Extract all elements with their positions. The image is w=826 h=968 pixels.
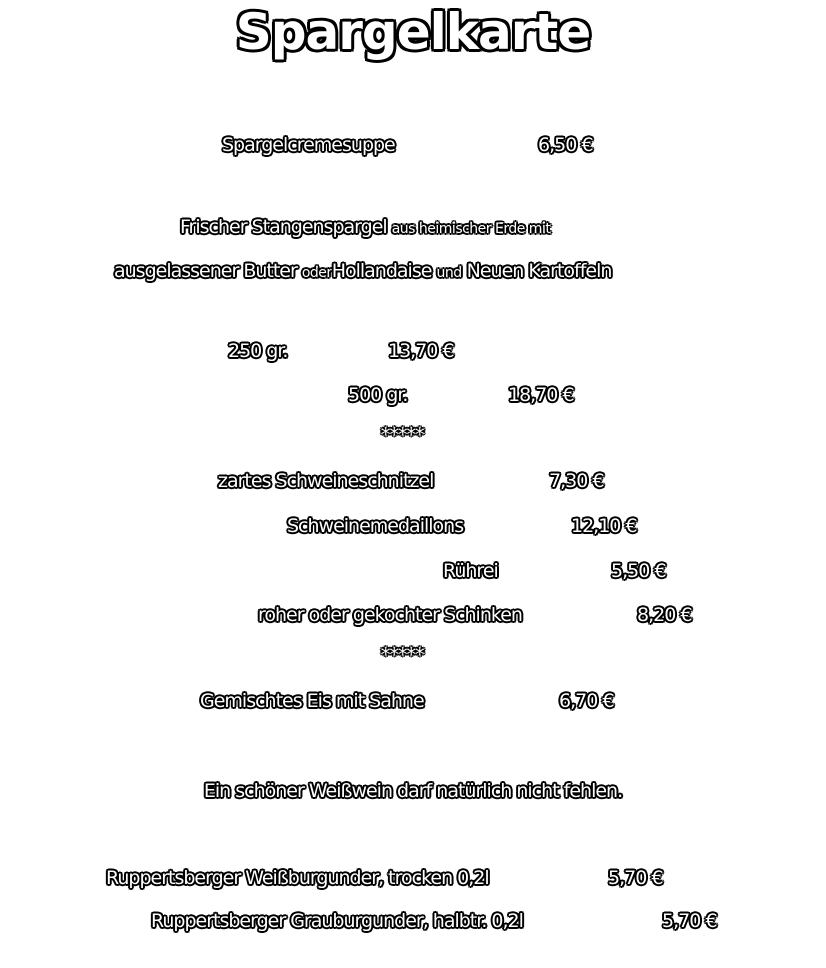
side-dish-price: 8,20 €: [637, 604, 692, 626]
wine-price: 5,70 €: [662, 910, 717, 932]
side-dish-price: 12,10 €: [571, 515, 637, 537]
portion-price: 18,70 €: [508, 384, 574, 406]
description-text-small: oder: [301, 265, 332, 281]
wine-intro: Ein schöner Weißwein darf natürlich nicht fehlen.: [203, 780, 623, 802]
portion-size: 500 gr.: [348, 384, 408, 406]
description-text: Frischer Stangenspargel: [180, 216, 387, 238]
side-dish-name: zartes Schweineschnitzel: [218, 470, 434, 492]
side-dish-name: Schweinemedaillons: [287, 515, 464, 537]
wine-name: Ruppertsberger Grauburgunder, halbtr. 0,2l: [151, 910, 523, 932]
side-dish-price: 7,30 €: [549, 470, 604, 492]
portion-price: 13,70 €: [388, 340, 454, 362]
description-text: Neuen Kartoffeln: [466, 260, 612, 282]
soup-name: Spargelcremesuppe: [222, 134, 395, 156]
dessert-price: 6,70 €: [559, 690, 614, 712]
side-dish-name: Rührei: [443, 560, 498, 582]
description-text-small: und: [436, 265, 462, 281]
description-text-small: aus heimischer Erde mit: [391, 221, 551, 237]
menu-title: Spargelkarte: [235, 3, 591, 61]
description-text: ausgelassener Butter: [114, 260, 297, 282]
main-dish-description-line-2: [114, 259, 611, 285]
soup-price: 6,50 €: [538, 134, 593, 156]
separator: *****: [381, 644, 424, 666]
side-dish-price: 5,50 €: [611, 560, 666, 582]
dessert-name: Gemischtes Eis mit Sahne: [200, 690, 424, 712]
wine-name: Ruppertsberger Weißburgunder, trocken 0,2l: [106, 867, 489, 889]
main-dish-description-line-1: [180, 215, 550, 241]
wine-price: 5,70 €: [608, 867, 663, 889]
portion-size: 250 gr.: [228, 340, 288, 362]
separator: *****: [381, 424, 424, 446]
side-dish-name: roher oder gekochter Schinken: [258, 604, 522, 626]
description-text: Hollandaise: [331, 260, 432, 282]
